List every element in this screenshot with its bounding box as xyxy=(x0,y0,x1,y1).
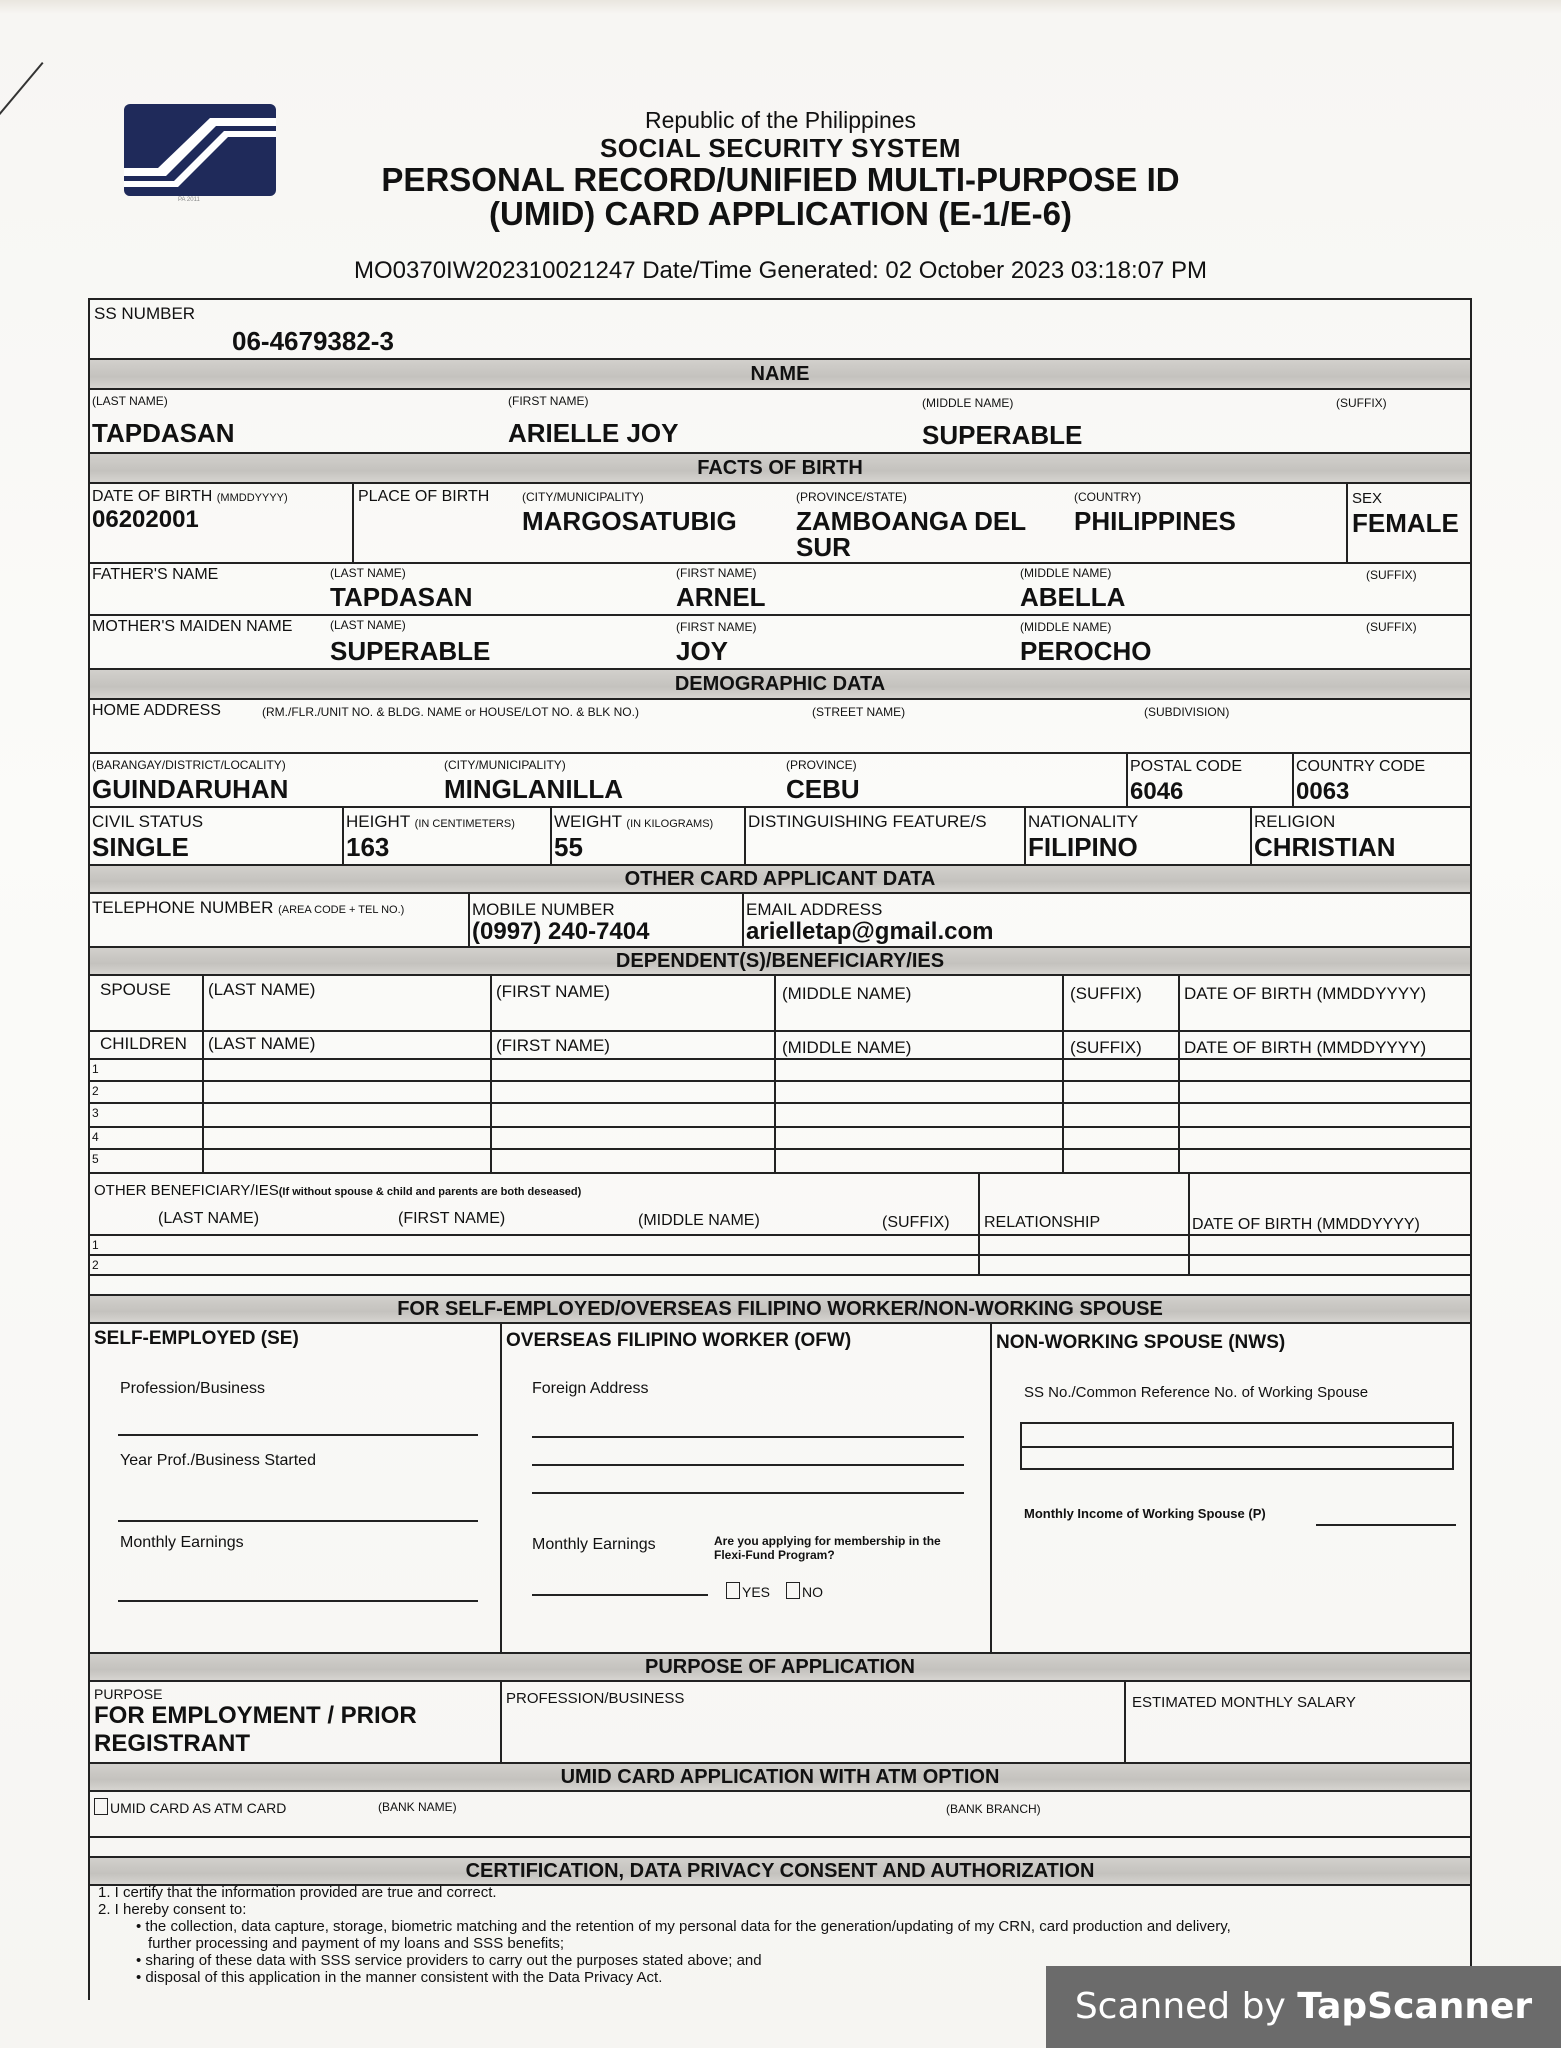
mother-middle-value: PEROCHO xyxy=(1020,636,1152,666)
father-last-value: TAPDASAN xyxy=(330,582,473,612)
consent-bullet-1-text: the collection, data capture, storage, biometric matching and the retention of my personal data for the generation/updating of my CRN, card production and delivery, xyxy=(145,1918,1231,1935)
telephone-label-text: TELEPHONE NUMBER xyxy=(92,898,274,917)
umid-atm-option[interactable] xyxy=(94,1798,286,1816)
yes-label: YES xyxy=(742,1584,771,1600)
unit-label: (RM./FLR./UNIT NO. & BLDG. NAME or HOUSE/LOT NO. & BLK NO.) xyxy=(262,705,639,719)
suffix-label: (SUFFIX) xyxy=(1336,396,1387,410)
purpose-row xyxy=(90,1682,1470,1764)
umid-atm-checkbox[interactable] xyxy=(94,1798,108,1815)
height-label-text: HEIGHT xyxy=(346,812,410,831)
child-row-5: 5 xyxy=(92,1152,99,1166)
other-beneficiaries-title: OTHER BENEFICIARY/IES xyxy=(94,1182,279,1199)
spouse-col-middle: (MIDDLE NAME) xyxy=(782,984,912,1003)
consent-bullet-1-cont: further processing and payment of my loans and SSS benefits; xyxy=(148,1935,565,1952)
facts-of-birth-bar: FACTS OF BIRTH xyxy=(90,454,1470,484)
other-beneficiaries-table xyxy=(90,1174,1470,1274)
barangay-label: (BARANGAY/DISTRICT/LOCALITY) xyxy=(92,758,286,772)
nws-ss-label: SS No./Common Reference No. of Working Spouse xyxy=(1024,1384,1369,1401)
weight-value: 55 xyxy=(554,832,583,862)
nws-title: NON-WORKING SPOUSE (NWS) xyxy=(996,1332,1286,1353)
telephone-label xyxy=(92,898,404,918)
consent-bullet-2-text: sharing of these data with SSS service providers to carry out the purposes stated above; and xyxy=(145,1952,762,1969)
name-section-bar: NAME xyxy=(90,360,1470,390)
mother-label: MOTHER'S MAIDEN NAME xyxy=(92,618,293,635)
personal-details-row xyxy=(90,808,1470,866)
nws-ss-field-1[interactable] xyxy=(1020,1422,1454,1448)
ofw-earnings-field[interactable] xyxy=(532,1594,708,1596)
self-employed-section-bar: FOR SELF-EMPLOYED/OVERSEAS FILIPINO WORKER/NON-WORKING SPOUSE xyxy=(90,1294,1470,1324)
children-col-first: (FIRST NAME) xyxy=(496,1036,610,1055)
children-label: CHILDREN xyxy=(100,1034,187,1053)
flexi-yes-option[interactable] xyxy=(726,1582,770,1600)
application-form xyxy=(88,298,1472,2000)
contact-row xyxy=(90,894,1470,948)
ss-number-row xyxy=(90,300,1470,360)
child-row-4: 4 xyxy=(92,1130,99,1144)
height-value: 163 xyxy=(346,832,390,862)
purpose-label: PURPOSE xyxy=(94,1686,163,1702)
reference-datetime: MO0370IW202310021247 Date/Time Generated: 02 October 2023 03:18:07 PM xyxy=(354,257,1207,284)
pob-country-label: (COUNTRY) xyxy=(1074,490,1142,504)
estimated-salary-label: ESTIMATED MONTHLY SALARY xyxy=(1132,1694,1356,1711)
pob-province-label: (PROVINCE/STATE) xyxy=(796,490,907,504)
purpose-bar: PURPOSE OF APPLICATION xyxy=(90,1654,1470,1682)
religion-label: RELIGION xyxy=(1254,812,1336,831)
no-label: NO xyxy=(802,1584,823,1600)
dependents-table xyxy=(90,976,1470,1174)
self-employed-section xyxy=(90,1322,1470,1654)
barangay-value: GUINDARUHAN xyxy=(92,774,289,804)
father-label: FATHER'S NAME xyxy=(92,566,219,583)
mother-last-value: SUPERABLE xyxy=(330,636,491,666)
tapscanner-watermark xyxy=(1046,1966,1561,2048)
atm-option-row xyxy=(90,1792,1470,1838)
mother-middle-label: (MIDDLE NAME) xyxy=(1020,620,1112,634)
other-col-suffix: (SUFFIX) xyxy=(882,1214,950,1231)
ofw-address-line-3[interactable] xyxy=(532,1492,964,1494)
father-last-label: (LAST NAME) xyxy=(330,566,406,580)
mobile-label: MOBILE NUMBER xyxy=(472,900,615,919)
yes-checkbox[interactable] xyxy=(726,1582,740,1599)
ofw-address-line-1[interactable] xyxy=(532,1436,964,1438)
distinguishing-features-label: DISTINGUISHING FEATURE/S xyxy=(748,812,987,831)
other-row-1: 1 xyxy=(92,1238,99,1252)
pob-province-value: ZAMBOANGA DEL xyxy=(796,506,1027,536)
father-first-label: (FIRST NAME) xyxy=(676,566,757,580)
mother-first-label: (FIRST NAME) xyxy=(676,620,757,634)
pob-city-label: (CITY/MUNICIPALITY) xyxy=(522,490,644,504)
se-title: SELF-EMPLOYED (SE) xyxy=(94,1328,299,1349)
city-value: MINGLANILLA xyxy=(444,774,624,804)
consent-bullet-3-text: disposal of this application in the manner consistent with the Data Privacy Act. xyxy=(145,1969,663,1986)
religion-value: CHRISTIAN xyxy=(1254,832,1396,862)
se-earnings-label: Monthly Earnings xyxy=(120,1534,244,1551)
consent-bullet-1: • the collection, data capture, storage, biometric matching and the retention of my personal data for the generation/updating of my CRN, card production and delivery, xyxy=(136,1918,1231,1935)
children-col-middle: (MIDDLE NAME) xyxy=(782,1038,912,1057)
ss-number-label: SS NUMBER xyxy=(94,304,196,323)
children-col-dob: DATE OF BIRTH (MMDDYYYY) xyxy=(1184,1038,1427,1057)
province-label: (PROVINCE) xyxy=(786,758,857,772)
nationality-label: NATIONALITY xyxy=(1028,812,1139,831)
mobile-value: (0997) 240-7404 xyxy=(472,918,650,945)
children-col-last: (LAST NAME) xyxy=(208,1034,316,1053)
postal-code-value: 6046 xyxy=(1130,778,1184,805)
father-middle-value: ABELLA xyxy=(1020,582,1126,612)
father-suffix-label: (SUFFIX) xyxy=(1366,568,1417,582)
se-year-started-field[interactable] xyxy=(118,1520,478,1522)
ofw-earnings-label: Monthly Earnings xyxy=(532,1536,656,1553)
postal-code-label: POSTAL CODE xyxy=(1130,758,1243,775)
ofw-address-line-2[interactable] xyxy=(532,1464,964,1466)
bank-branch-label: (BANK BRANCH) xyxy=(946,1802,1041,1816)
se-earnings-field[interactable] xyxy=(118,1600,478,1602)
other-col-last: (LAST NAME) xyxy=(158,1210,260,1227)
height-label xyxy=(346,812,515,832)
country-code-value: 0063 xyxy=(1296,778,1350,805)
telephone-hint: (AREA CODE + TEL NO.) xyxy=(278,904,405,916)
logo-caption: PA 2011 xyxy=(178,197,200,203)
dob-label xyxy=(92,488,288,506)
address-row xyxy=(90,754,1470,808)
flexi-no-option[interactable] xyxy=(786,1582,823,1600)
father-first-value: ARNEL xyxy=(676,582,766,612)
ss-number-value: 06-4679382-3 xyxy=(232,326,394,356)
middle-name-value: SUPERABLE xyxy=(922,420,1083,450)
atm-option-bar: UMID CARD APPLICATION WITH ATM OPTION xyxy=(90,1764,1470,1792)
spouse-col-last: (LAST NAME) xyxy=(208,980,316,999)
child-row-3: 3 xyxy=(92,1106,99,1120)
nationality-value: FILIPINO xyxy=(1028,832,1138,862)
nws-income-label: Monthly Income of Working Spouse (P) xyxy=(1024,1506,1266,1521)
spouse-col-first: (FIRST NAME) xyxy=(496,982,610,1001)
ofw-foreign-address-label: Foreign Address xyxy=(532,1380,649,1397)
mother-last-label: (LAST NAME) xyxy=(330,618,406,632)
other-beneficiaries-label xyxy=(94,1182,581,1199)
spouse-label: SPOUSE xyxy=(100,980,171,999)
home-address-row xyxy=(90,700,1470,754)
form-title-line1: PERSONAL RECORD/UNIFIED MULTI-PURPOSE ID xyxy=(381,161,1180,198)
purpose-profession-label: PROFESSION/BUSINESS xyxy=(506,1690,685,1707)
child-row-2: 2 xyxy=(92,1084,99,1098)
certification-item-1: 1. I certify that the information provided are true and correct. xyxy=(98,1884,497,1901)
province-value: CEBU xyxy=(786,774,860,804)
last-name-label: (LAST NAME) xyxy=(92,394,168,408)
email-value: arielletap@gmail.com xyxy=(746,918,994,945)
applicant-name-row xyxy=(90,390,1470,454)
child-row-1: 1 xyxy=(92,1062,99,1076)
certification-item-2: 2. I hereby consent to: xyxy=(98,1901,247,1918)
purpose-value-2: REGISTRANT xyxy=(94,1730,250,1757)
nws-income-field[interactable] xyxy=(1316,1524,1456,1526)
country-code-label: COUNTRY CODE xyxy=(1296,758,1426,775)
first-name-label: (FIRST NAME) xyxy=(508,394,589,408)
nws-ss-field-2[interactable] xyxy=(1020,1446,1454,1470)
dependents-bar: DEPENDENT(S)/BENEFICIARY/IES xyxy=(90,948,1470,976)
civil-status-value: SINGLE xyxy=(92,832,189,862)
other-card-data-bar: OTHER CARD APPLICANT DATA xyxy=(90,866,1470,894)
birth-row xyxy=(90,484,1470,564)
form-title-line2: (UMID) CARD APPLICATION (E-1/E-6) xyxy=(489,195,1072,232)
first-name-value: ARIELLE JOY xyxy=(508,418,679,448)
flexi-fund-question: Are you applying for membership in the Flexi-Fund Program? xyxy=(714,1534,941,1562)
agency-heading: SOCIAL SECURITY SYSTEM xyxy=(599,133,962,163)
dob-value: 06202001 xyxy=(92,506,199,533)
middle-name-label: (MIDDLE NAME) xyxy=(922,396,1014,410)
home-address-label: HOME ADDRESS xyxy=(92,702,221,719)
other-row-2: 2 xyxy=(92,1258,99,1272)
demographic-bar: DEMOGRAPHIC DATA xyxy=(90,670,1470,700)
weight-unit: (IN KILOGRAMS) xyxy=(626,818,714,830)
sex-label: SEX xyxy=(1352,490,1383,507)
sex-value: FEMALE xyxy=(1352,508,1459,538)
other-beneficiaries-note: (If without spouse & child and parents are both deseased) xyxy=(278,1186,582,1198)
no-checkbox[interactable] xyxy=(786,1582,800,1599)
civil-status-label: CIVIL STATUS xyxy=(92,812,204,831)
city-label: (CITY/MUNICIPALITY) xyxy=(444,758,566,772)
pob-province-value-2: SUR xyxy=(796,532,851,562)
consent-bullet-2: • sharing of these data with SSS service providers to carry out the purposes stated above; and xyxy=(136,1952,762,1969)
se-profession-label: Profession/Business xyxy=(120,1380,265,1397)
pob-label: PLACE OF BIRTH xyxy=(358,488,490,505)
mother-first-value: JOY xyxy=(676,636,729,666)
watermark-prefix: Scanned by xyxy=(1074,1986,1298,2027)
other-col-relationship: RELATIONSHIP xyxy=(984,1214,1101,1231)
other-col-dob: DATE OF BIRTH (MMDDYYYY) xyxy=(1192,1216,1420,1233)
weight-label xyxy=(554,812,713,832)
weight-label-text: WEIGHT xyxy=(554,812,622,831)
other-col-first: (FIRST NAME) xyxy=(398,1210,506,1227)
ofw-title: OVERSEAS FILIPINO WORKER (OFW) xyxy=(506,1330,852,1351)
spouse-col-suffix: (SUFFIX) xyxy=(1070,984,1142,1003)
father-row xyxy=(90,564,1470,616)
other-col-middle: (MIDDLE NAME) xyxy=(638,1212,760,1229)
father-middle-label: (MIDDLE NAME) xyxy=(1020,566,1112,580)
umid-atm-label: UMID CARD AS ATM CARD xyxy=(110,1800,287,1816)
street-label: (STREET NAME) xyxy=(812,705,906,719)
last-name-value: TAPDASAN xyxy=(92,418,235,448)
pob-country-value: PHILIPPINES xyxy=(1074,506,1236,536)
dob-label-text: DATE OF BIRTH xyxy=(92,488,213,505)
spouse-col-dob: DATE OF BIRTH (MMDDYYYY) xyxy=(1184,984,1427,1003)
watermark-brand: TapScanner xyxy=(1297,1986,1533,2027)
mother-suffix-label: (SUFFIX) xyxy=(1366,620,1417,634)
certification-bar: CERTIFICATION, DATA PRIVACY CONSENT AND AUTHORIZATION xyxy=(90,1856,1470,1886)
dob-format: (MMDDYYYY) xyxy=(216,492,288,504)
bank-name-label: (BANK NAME) xyxy=(378,1800,457,1814)
mother-row xyxy=(90,616,1470,670)
children-col-suffix: (SUFFIX) xyxy=(1070,1038,1142,1057)
se-year-started-label: Year Prof./Business Started xyxy=(120,1452,316,1469)
consent-bullet-3: • disposal of this application in the manner consistent with the Data Privacy Act. xyxy=(136,1969,663,1986)
pob-city-value: MARGOSATUBIG xyxy=(522,506,737,536)
purpose-value: FOR EMPLOYMENT / PRIOR xyxy=(94,1702,417,1729)
email-label: EMAIL ADDRESS xyxy=(746,900,883,919)
height-unit: (IN CENTIMETERS) xyxy=(414,818,515,830)
subdivision-label: (SUBDIVISION) xyxy=(1144,705,1230,719)
se-profession-field[interactable] xyxy=(118,1434,478,1436)
republic-heading: Republic of the Philippines xyxy=(644,107,917,133)
